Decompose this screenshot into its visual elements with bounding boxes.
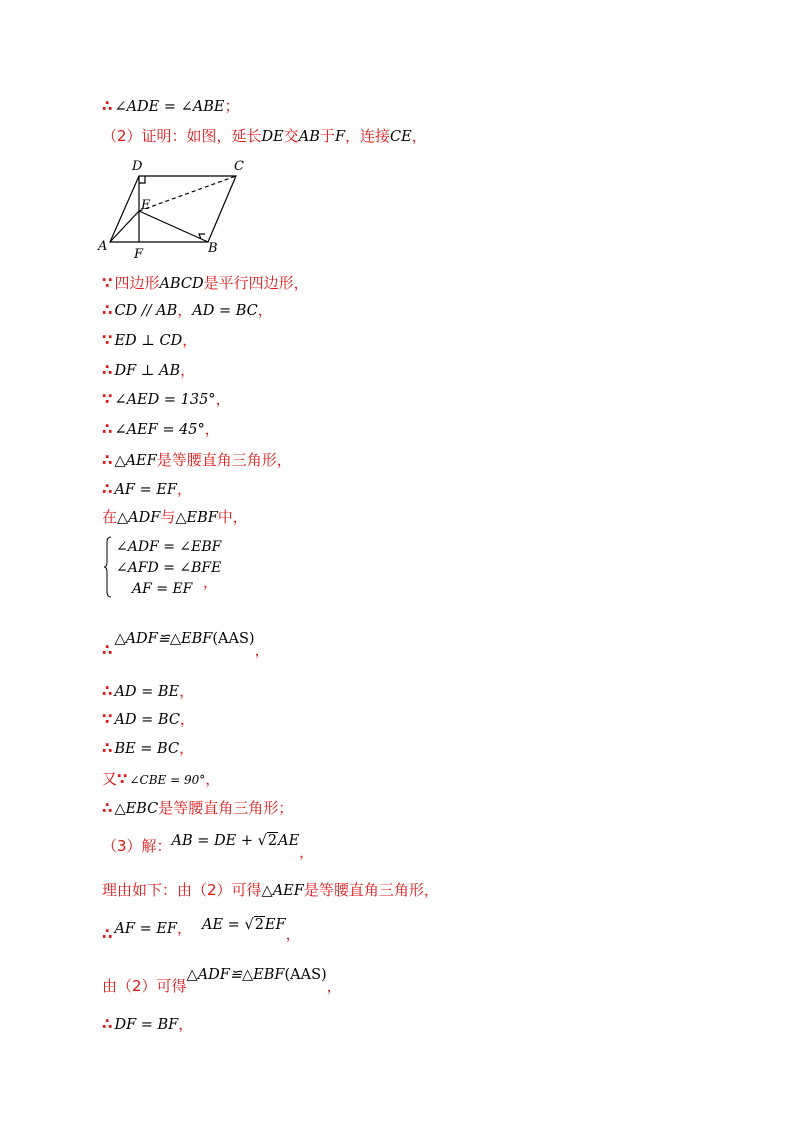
line-17: ∴ △EBC是等腰直角三角形； [102, 799, 294, 817]
line-14: ∵ AD = BC， [102, 710, 195, 728]
label-f: F [134, 247, 144, 262]
parallelogram-figure [96, 154, 256, 264]
segment-ae [110, 211, 139, 242]
line-20: ∴ AF = EF， AE = √2EF， [102, 917, 301, 943]
system-row-1: ∠ADF = ∠EBF [116, 539, 222, 555]
line-9: ∴ △AEF是等腰直角三角形， [102, 451, 292, 469]
line-22: ∴ DF = BF， [102, 1015, 194, 1033]
line-7: ∵ ∠AED = 135°， [102, 390, 231, 408]
segment-eb [139, 211, 208, 242]
line-13: ∴ AD = BE， [102, 682, 195, 700]
line-16: 又∵ ∠CBE = 90°， [102, 770, 221, 788]
line-1: ∴ ∠ADE = ∠ABE； [102, 97, 240, 115]
label-c: C [234, 159, 244, 174]
line-19: 理由如下：由（2）可得△AEF是等腰直角三角形， [102, 881, 439, 899]
line-15: ∴ BE = BC， [102, 739, 195, 757]
line-18: （3）解：AB = DE + √2AE， [102, 833, 315, 861]
parallelogram-abcd [110, 176, 236, 242]
congruence-system [104, 536, 222, 600]
left-brace-icon [104, 536, 112, 598]
system-row-3: AF = EF [132, 581, 193, 597]
line-12: ∴△ADF≌△EBF(AAS)， [102, 631, 270, 659]
line-4: ∴ CD // AB，AD = BC， [102, 301, 273, 319]
line-11: 在△ADF与△EBF中， [102, 508, 248, 526]
system-tail: ， [203, 573, 219, 591]
line-6: ∴ DF ⊥ AB， [102, 361, 196, 379]
line-8: ∴ ∠AEF = 45°， [102, 420, 220, 438]
line-2: （2）证明：如图，延长DE交AB于F，连接CE， [102, 127, 427, 145]
line-5: ∵ ED ⊥ CD， [102, 331, 198, 349]
label-d: D [132, 159, 143, 174]
line-21: 由（2）可得△ADF≌△EBF(AAS)， [102, 967, 342, 995]
label-b: B [208, 241, 218, 256]
label-a: A [98, 239, 108, 254]
line-10: ∴ AF = EF， [102, 480, 192, 498]
right-angle-mark-d [139, 176, 145, 183]
segment-ec-dashed [139, 176, 236, 211]
line-3: ∵ 四边形ABCD是平行四边形， [102, 274, 309, 292]
system-row-2: ∠AFD = ∠BFE [116, 560, 222, 576]
label-e: E [141, 198, 151, 213]
